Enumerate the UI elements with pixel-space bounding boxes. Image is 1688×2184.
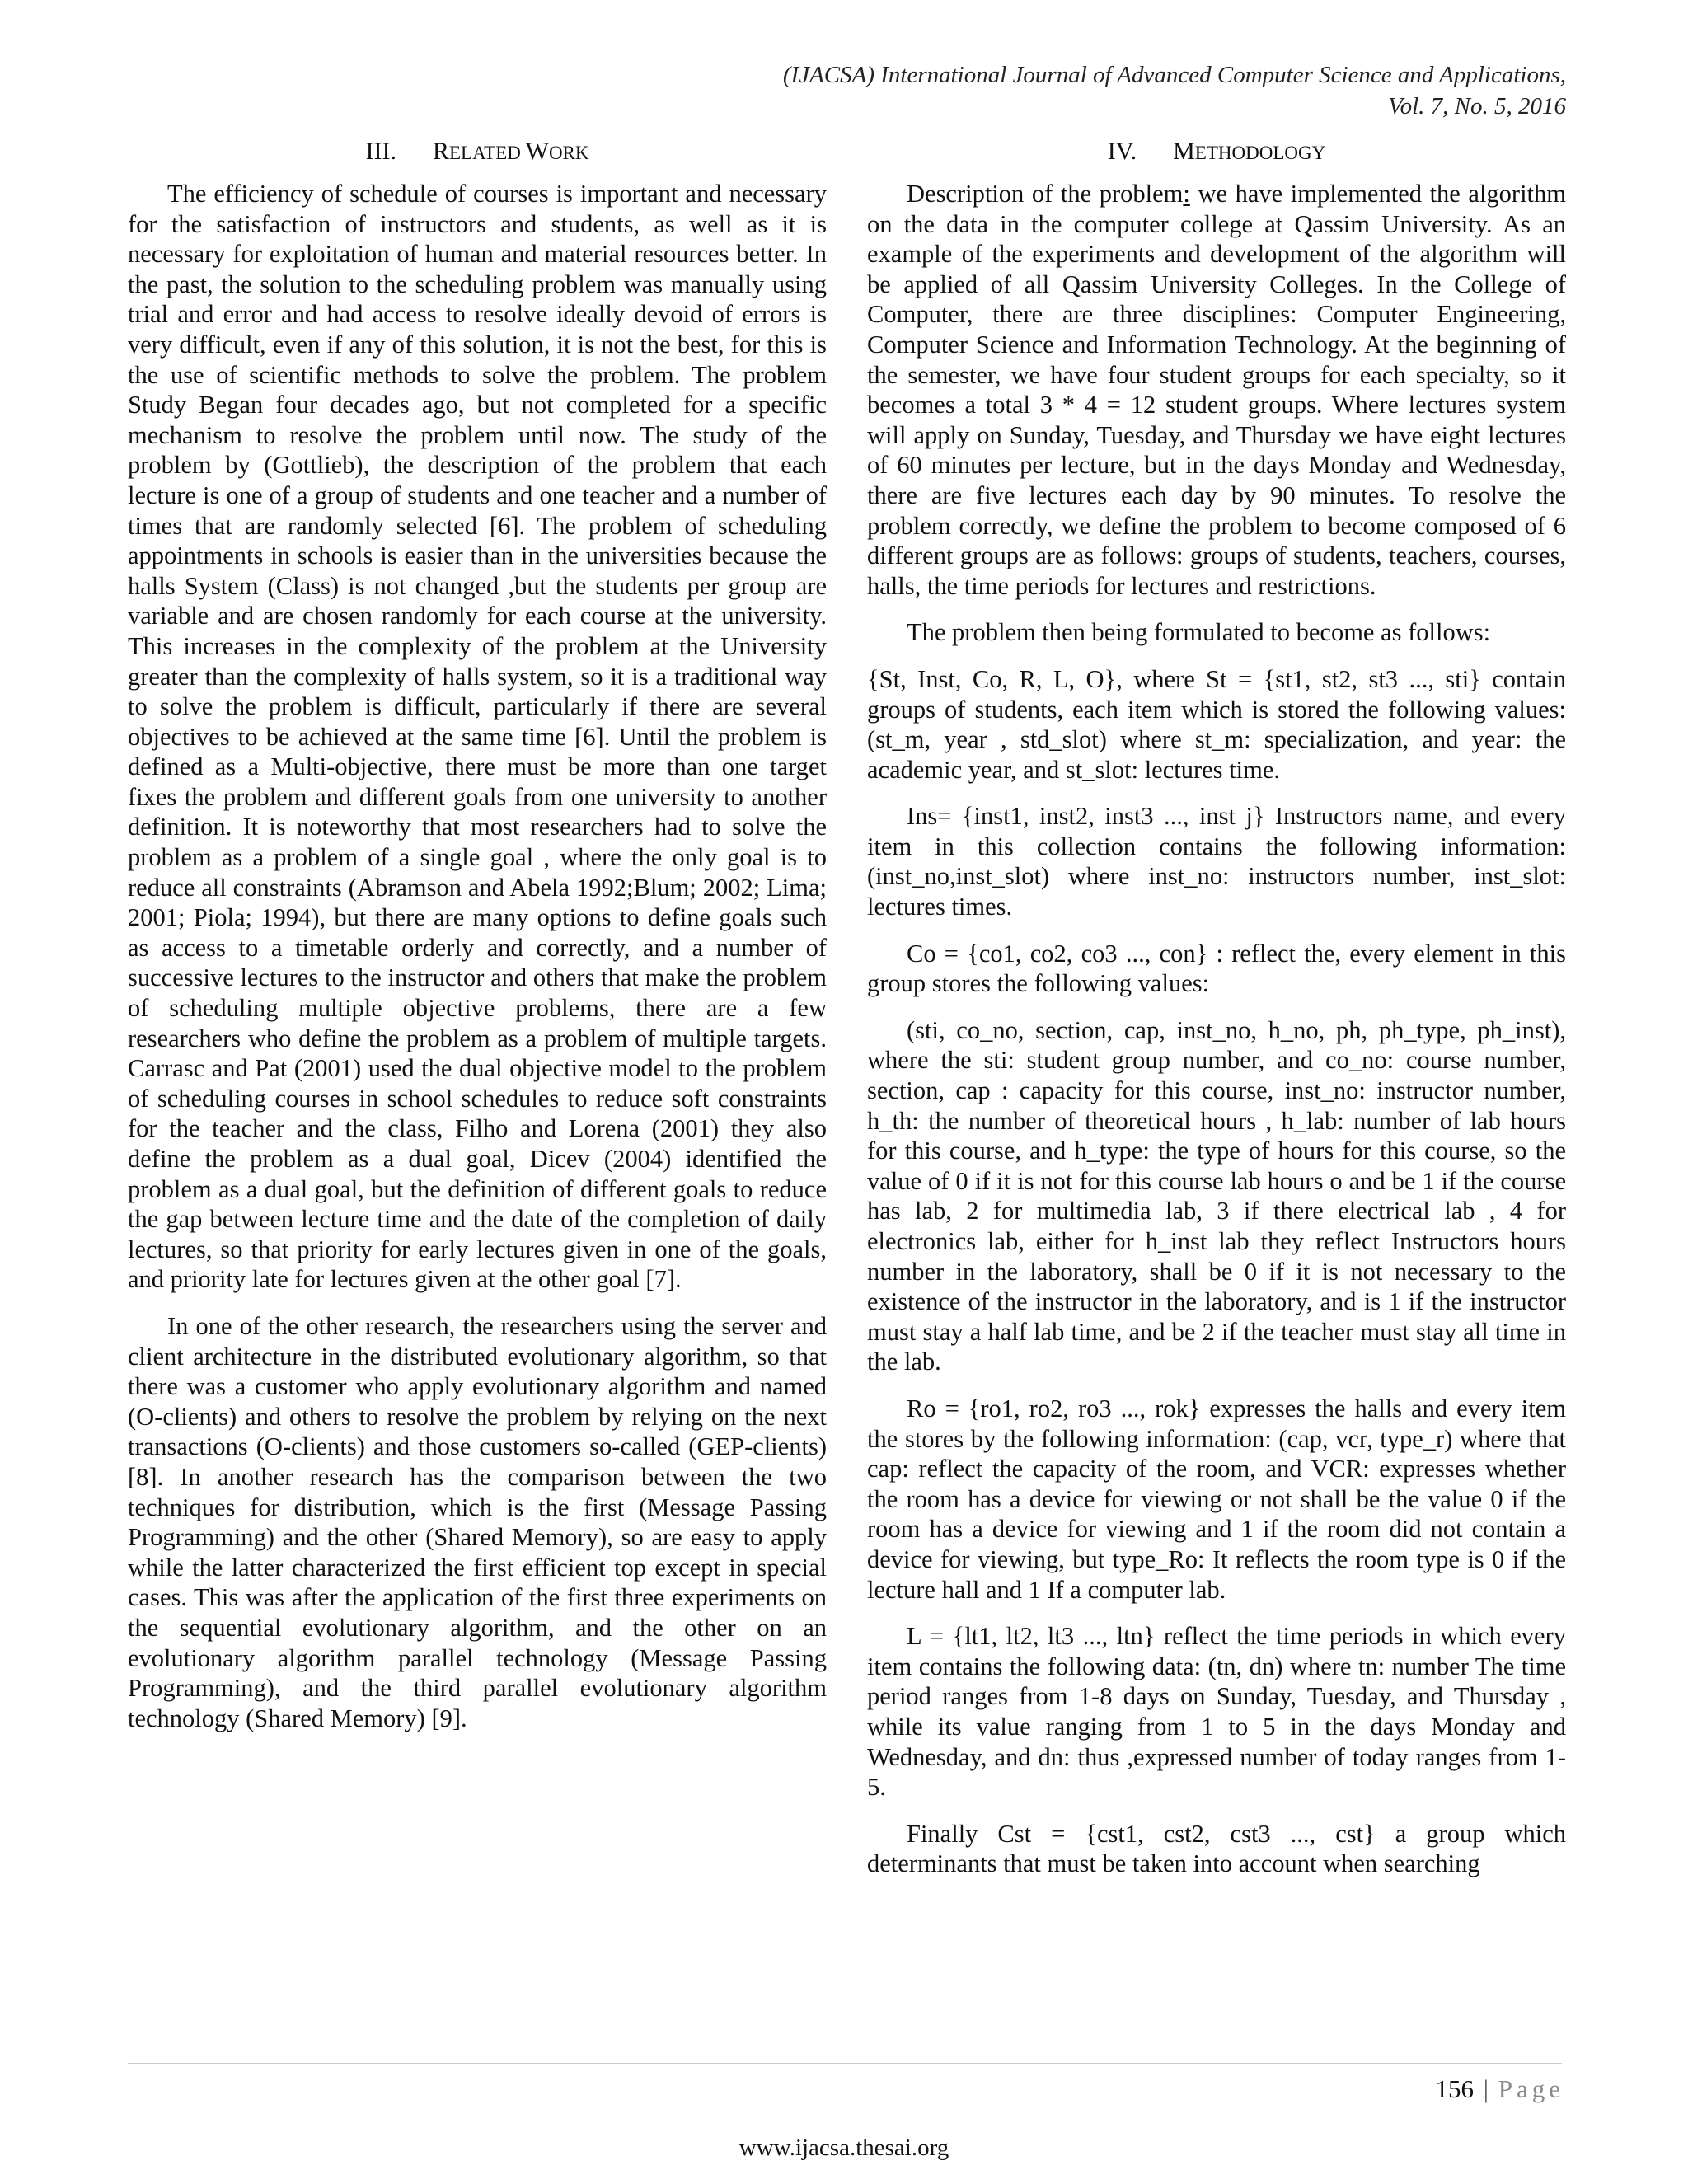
page-number-value: 156 bbox=[1435, 2074, 1475, 2103]
paragraph: Co = {co1, co2, co3 ..., con} : reflect the, every element in this group stores the following values: bbox=[867, 939, 1566, 998]
paragraph: In one of the other research, the researchers using the server and client architecture in the distributed evolutionary algorithm, so that there was a customer who apply evolutionary algorithm and named (O-clients) and others to resolve the problem by relying on the next transactions (O-clients) and those customers so-called (GEP-clients)[8]. In another research has the comparison between the two techniques for distribution, which is the first (Message Passing Programming) and the other (Shared Memory), so are easy to apply while the latter characterized the first efficient top except in special cases. This was after the application of the first three experiments on the sequential evolutionary algorithm, and the other on an evolutionary algorithm parallel technology (Message Passing Programming), and the third parallel evolutionary algorithm technology (Shared Memory) [9]. bbox=[128, 1311, 827, 1732]
section-heading-related-work: III. RELATED WORK bbox=[365, 138, 589, 165]
journal-volume: Vol. 7, No. 5, 2016 bbox=[1388, 93, 1566, 120]
page-number bbox=[1436, 2073, 1564, 2106]
paragraph: The efficiency of schedule of courses is important and necessary for the satisfaction of instructors and students, as well as it is necessary for exploitation of human and material resources better. In the past, the solution to the scheduling problem was manually using trial and error and had access to resolve ideally devoid of errors is very difficult, even if any of this solution, it is not the best, for this is the use of scientific methods to solve the problem. The problem Study Began four decades ago, but not completed for a specific mechanism to resolve the problem until now. The study of the problem by (Gottlieb), the description of the problem that each lecture is one of a group of students and one teacher and a number of times that are randomly selected [6]. The problem of scheduling appointments in schools is easier than in the universities because the halls System (Class) is not changed ,but the students per group are variable and are chosen randomly for each course at the university. This increases in the complexity of the problem at the University greater than the complexity of halls system, so it is a traditional way to solve the problem is difficult, particularly if there are several objectives to be achieved at the same time [6]. Until the problem is defined as a Multi-objective, there must be more than one target fixes the problem and different goals from one university to another definition. It is noteworthy that most researchers had to solve the problem as a problem of a single goal , where the only goal is to reduce all constraints (Abramson and Abela 1992;Blum; 2002; Lima; 2001; Piola; 1994), but there are many options to define goals such as access to a timetable orderly and correctly, and a number of successive lectures to the instructor and others that make the problem of scheduling multiple objective problems, there are a few researchers who define the problem as a problem of multiple targets. Carrasc and Pat (2001) used the dual objective model to the problem of scheduling courses in school schedules to reduce soft constraints for the teacher and the class, Filho and Lorena (2001) they also define the problem as a dual goal, Dicev (2004) identified the problem as a dual goal, but the definition of different goals to reduce the gap between lecture time and the date of the completion of daily lectures, so that priority for early lectures given in one of the goals, and priority late for lectures given at the other goal [7]. bbox=[128, 180, 827, 1294]
page-word: Page bbox=[1498, 2074, 1564, 2103]
paragraph: Ro = {ro1, ro2, ro3 ..., rok} expresses the halls and every item the stores by the following information: (cap, vcr, type_r) where that cap: reflect the capacity of the room, and VCR: expresses whether the room has a device for viewing or not shall be the value 0 if the room has a device for viewing and 1 if the room did not contain a device for viewing, but type_Ro: It reflects the room type is 0 if the lecture hall and 1 If a computer lab. bbox=[867, 1394, 1566, 1604]
left-column bbox=[128, 136, 827, 1750]
description-label: Description of the problem bbox=[907, 180, 1184, 208]
paragraph: {St, Inst, Co, R, L, O}, where St = {st1, st2, st3 ..., sti} contain groups of students, each item which is stored the following values: (st_m, year , std_slot) where st_m: specialization, and year: the academic year, and st_slot: lectures time. bbox=[867, 664, 1566, 784]
paragraph: Finally Cst = {cst1, cst2, cst3 ..., cst} a group which determinants that must be taken into account when searching bbox=[867, 1819, 1566, 1878]
right-column bbox=[867, 136, 1566, 1896]
paragraph: The problem then being formulated to become as follows: bbox=[907, 618, 1491, 647]
paragraph: (sti, co_no, section, cap, inst_no, h_no, ph, ph_type, ph_inst), where the sti: student group number, and co_no: course number, section, cap : capacity for this course, inst_no: instructor number, h_th: the number of theoretical hours , h_lab: number of lab hours for this course, and h_type: the type of hours for this course, so the value of 0 if it is not for this course lab hours o and be 1 if the course has lab, 2 for multimedia lab, 3 if there electrical lab , 4 for electronics lab, either for h_inst lab they reflect Instructors hours number in the laboratory, shall be 0 if it is not necessary to the existence of the instructor in the laboratory, and is 1 if the instructor must stay a half lab time, and be 2 if the teacher must stay all time in the lab. bbox=[867, 1015, 1566, 1376]
paragraph-description bbox=[867, 179, 1566, 601]
journal-title: (IJACSA) International Journal of Advanced Computer Science and Applications, bbox=[782, 62, 1566, 88]
paragraph: L = {lt1, lt2, lt3 ..., ltn} reflect the time periods in which every item contains the following data: (tn, dn) where tn: number The time period ranges from 1-8 days on Sunday, Tuesday, and Thursday , while its value ranging from 1 to 5 in the days Monday and Wednesday, and dn: thus ,expressed number of today ranges from 1-5. bbox=[867, 1622, 1566, 1802]
underlined-colon: : bbox=[1183, 180, 1190, 208]
journal-website: www.ijacsa.thesai.org bbox=[738, 2135, 950, 2161]
paragraph: Ins= {inst1, inst2, inst3 ..., inst j} Instructors name, and every item in this collection contains the following information: (inst_no,inst_slot) where inst_no: instructors number, inst_slot: lectures times. bbox=[867, 802, 1566, 921]
footer-divider bbox=[128, 2063, 1562, 2064]
journal-header bbox=[412, 59, 1566, 122]
section-heading-methodology: IV. METHODOLOGY bbox=[1107, 138, 1326, 165]
section-number: IV. bbox=[1107, 138, 1137, 165]
page-separator: | bbox=[1483, 2074, 1489, 2103]
section-number: III. bbox=[365, 138, 396, 165]
description-text: we have implemented the algorithm on the data in the computer college at Qassim University. As an example of the experiments and development of the algorithm will be applied of all Qassim University Colleges. In the College of Computer, there are three disciplines: Computer Engineering, Computer Science and Information Technology. At the beginning of the semester, we have four student groups for each specialty, so it becomes a total 3 * 4 = 12 student groups. Where lectures system will apply on Sunday, Tuesday, and Thursday we have eight lectures of 60 minutes per lecture, but in the days Monday and Wednesday, there are five lectures each day by 90 minutes. To resolve the problem correctly, we define the problem to become composed of 6 different groups are as follows: groups of students, teachers, courses, halls, the time periods for lectures and restrictions. bbox=[867, 180, 1566, 600]
